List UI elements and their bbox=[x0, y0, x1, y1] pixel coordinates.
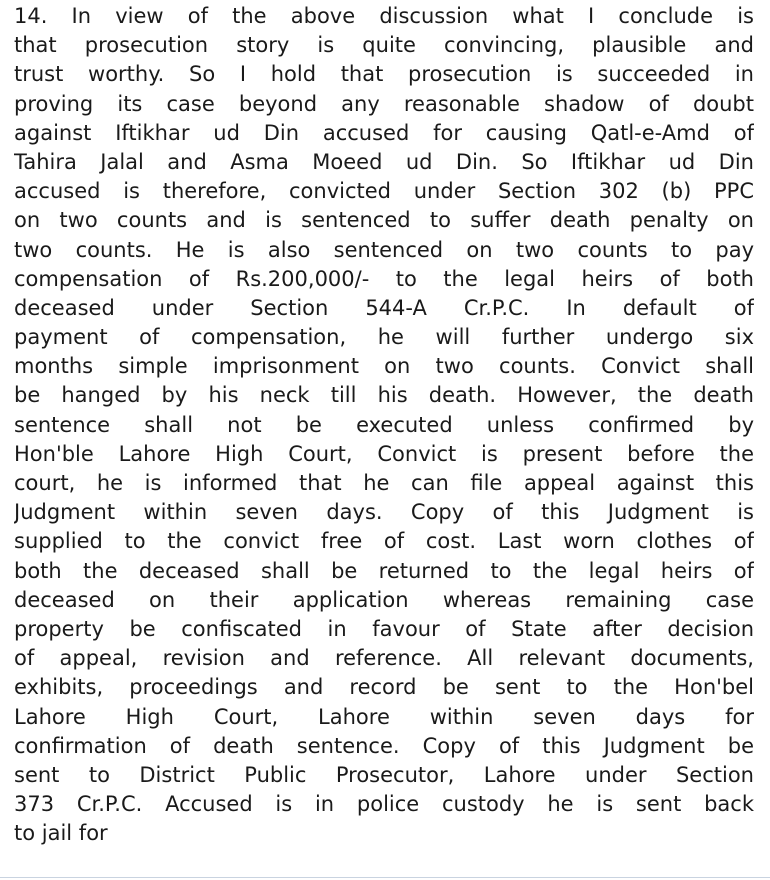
text-line: proving its case beyond any reasonable shadow of doubt bbox=[14, 91, 754, 116]
text-line: sent to District Public Prosecutor, Lahore under Section bbox=[14, 762, 754, 787]
text-line: sentence shall not be executed unless confirmed by bbox=[14, 412, 754, 437]
text-line: months simple imprisonment on two counts. Convict shall bbox=[14, 354, 754, 379]
text-line: of appeal, revision and reference. All relevant documents, bbox=[14, 646, 754, 671]
text-line: Tahira Jalal and Asma Moeed ud Din. So Iftikhar ud Din bbox=[14, 149, 754, 174]
text-line: deceased under Section 544-A Cr.P.C. In default of bbox=[14, 295, 754, 320]
text-line: on two counts and is sentenced to suffer death penalty on bbox=[14, 208, 754, 233]
text-line: supplied to the convict free of cost. Last worn clothes of bbox=[14, 529, 754, 554]
text-line: Hon'ble Lahore High Court, Convict is present before the bbox=[14, 441, 754, 466]
text-line: accused is therefore, convicted under Section 302 (b) PPC bbox=[14, 179, 754, 204]
text-line: payment of compensation, he will further undergo six bbox=[14, 325, 754, 350]
bottom-divider bbox=[0, 877, 770, 878]
text-line: trust worthy. So I hold that prosecution is succeeded in bbox=[14, 62, 754, 87]
text-line: to jail for bbox=[14, 821, 108, 846]
text-line: against Iftikhar ud Din accused for causing Qatl-e-Amd of bbox=[14, 120, 754, 145]
text-line: deceased on their application whereas remaining case bbox=[14, 587, 754, 612]
text-line: exhibits, proceedings and record be sent to the Hon'bel bbox=[14, 675, 754, 700]
text-line: two counts. He is also sentenced on two counts to pay bbox=[14, 237, 754, 262]
judgment-paragraph-14 bbox=[14, 2, 754, 848]
text-line: that prosecution story is quite convincing, plausible and bbox=[14, 33, 754, 58]
text-line: 14. In view of the above discussion what I conclude is bbox=[14, 4, 754, 28]
text-line: Judgment within seven days. Copy of this Judgment is bbox=[14, 500, 754, 525]
text-line: confirmation of death sentence. Copy of this Judgment be bbox=[14, 733, 754, 758]
text-line: be hanged by his neck till his death. However, the death bbox=[14, 383, 754, 408]
text-line: property be confiscated in favour of State after decision bbox=[14, 616, 754, 641]
text-line: court, he is informed that he can file appeal against this bbox=[14, 471, 754, 495]
text-line: Lahore High Court, Lahore within seven days for bbox=[14, 704, 754, 729]
text-line: 373 Cr.P.C. Accused is in police custody he is sent back bbox=[14, 792, 754, 817]
text-line: compensation of Rs.200,000/- to the legal heirs of both bbox=[14, 266, 754, 291]
text-line: both the deceased shall be returned to the legal heirs of bbox=[14, 558, 754, 583]
